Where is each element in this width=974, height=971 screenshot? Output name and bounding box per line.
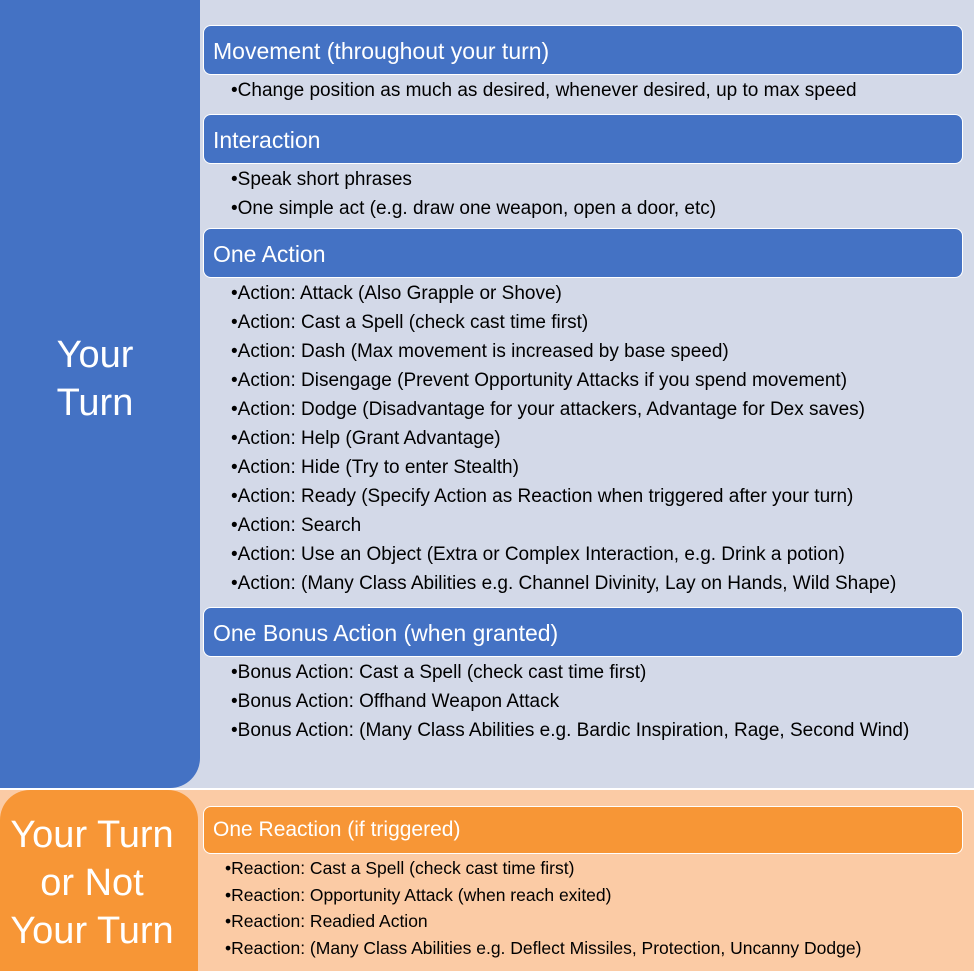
list-item: • One simple act (e.g. draw one weapon, open a door, etc) <box>231 194 716 223</box>
list-item: • Action: Attack (Also Grapple or Shove) <box>231 279 896 308</box>
list-item: • Action: Help (Grant Advantage) <box>231 424 896 453</box>
list-item: • Reaction: Readied Action <box>225 908 861 935</box>
list-item: • Change position as much as desired, whenever desired, up to max speed <box>231 76 857 105</box>
list-item: • Action: Cast a Spell (check cast time first) <box>231 308 896 337</box>
your-turn-label-line1: Your <box>56 334 134 376</box>
list-item: • Reaction: (Many Class Abilities e.g. Deflect Missiles, Protection, Uncanny Dodge) <box>225 935 861 962</box>
interaction-list <box>231 165 716 223</box>
action-header: One Action <box>203 228 963 278</box>
list-item: • Action: (Many Class Abilities e.g. Channel Divinity, Lay on Hands, Wild Shape) <box>231 569 896 598</box>
any-turn-label <box>0 811 184 955</box>
list-item: • Action: Hide (Try to enter Stealth) <box>231 453 896 482</box>
list-item: • Bonus Action: Cast a Spell (check cast time first) <box>231 658 909 687</box>
any-turn-label-line2: or Not <box>40 862 144 904</box>
movement-header: Movement (throughout your turn) <box>203 25 963 75</box>
list-item: • Reaction: Cast a Spell (check cast time first) <box>225 855 861 882</box>
any-turn-label-line3: Your Turn <box>10 910 174 952</box>
your-turn-label <box>0 331 190 427</box>
list-item: • Speak short phrases <box>231 165 716 194</box>
reaction-list <box>225 855 861 961</box>
interaction-header: Interaction <box>203 114 963 164</box>
list-item: • Action: Dodge (Disadvantage for your attackers, Advantage for Dex saves) <box>231 395 896 424</box>
list-item: • Reaction: Opportunity Attack (when reach exited) <box>225 882 861 909</box>
movement-list <box>231 76 857 105</box>
list-item: • Action: Search <box>231 511 896 540</box>
list-item: • Action: Ready (Specify Action as Reaction when triggered after your turn) <box>231 482 896 511</box>
list-item: • Bonus Action: Offhand Weapon Attack <box>231 687 909 716</box>
action-list <box>231 279 896 598</box>
list-item: • Action: Use an Object (Extra or Complex Interaction, e.g. Drink a potion) <box>231 540 896 569</box>
reaction-header: One Reaction (if triggered) <box>203 806 963 854</box>
list-item: • Action: Dash (Max movement is increased by base speed) <box>231 337 896 366</box>
any-turn-label-line1: Your Turn <box>10 814 174 856</box>
list-item: • Action: Disengage (Prevent Opportunity Attacks if you spend movement) <box>231 366 896 395</box>
bonus-action-header: One Bonus Action (when granted) <box>203 607 963 657</box>
your-turn-label-line2: Turn <box>56 382 134 424</box>
bonus-action-list <box>231 658 909 745</box>
list-item: • Bonus Action: (Many Class Abilities e.g. Bardic Inspiration, Rage, Second Wind) <box>231 716 909 745</box>
